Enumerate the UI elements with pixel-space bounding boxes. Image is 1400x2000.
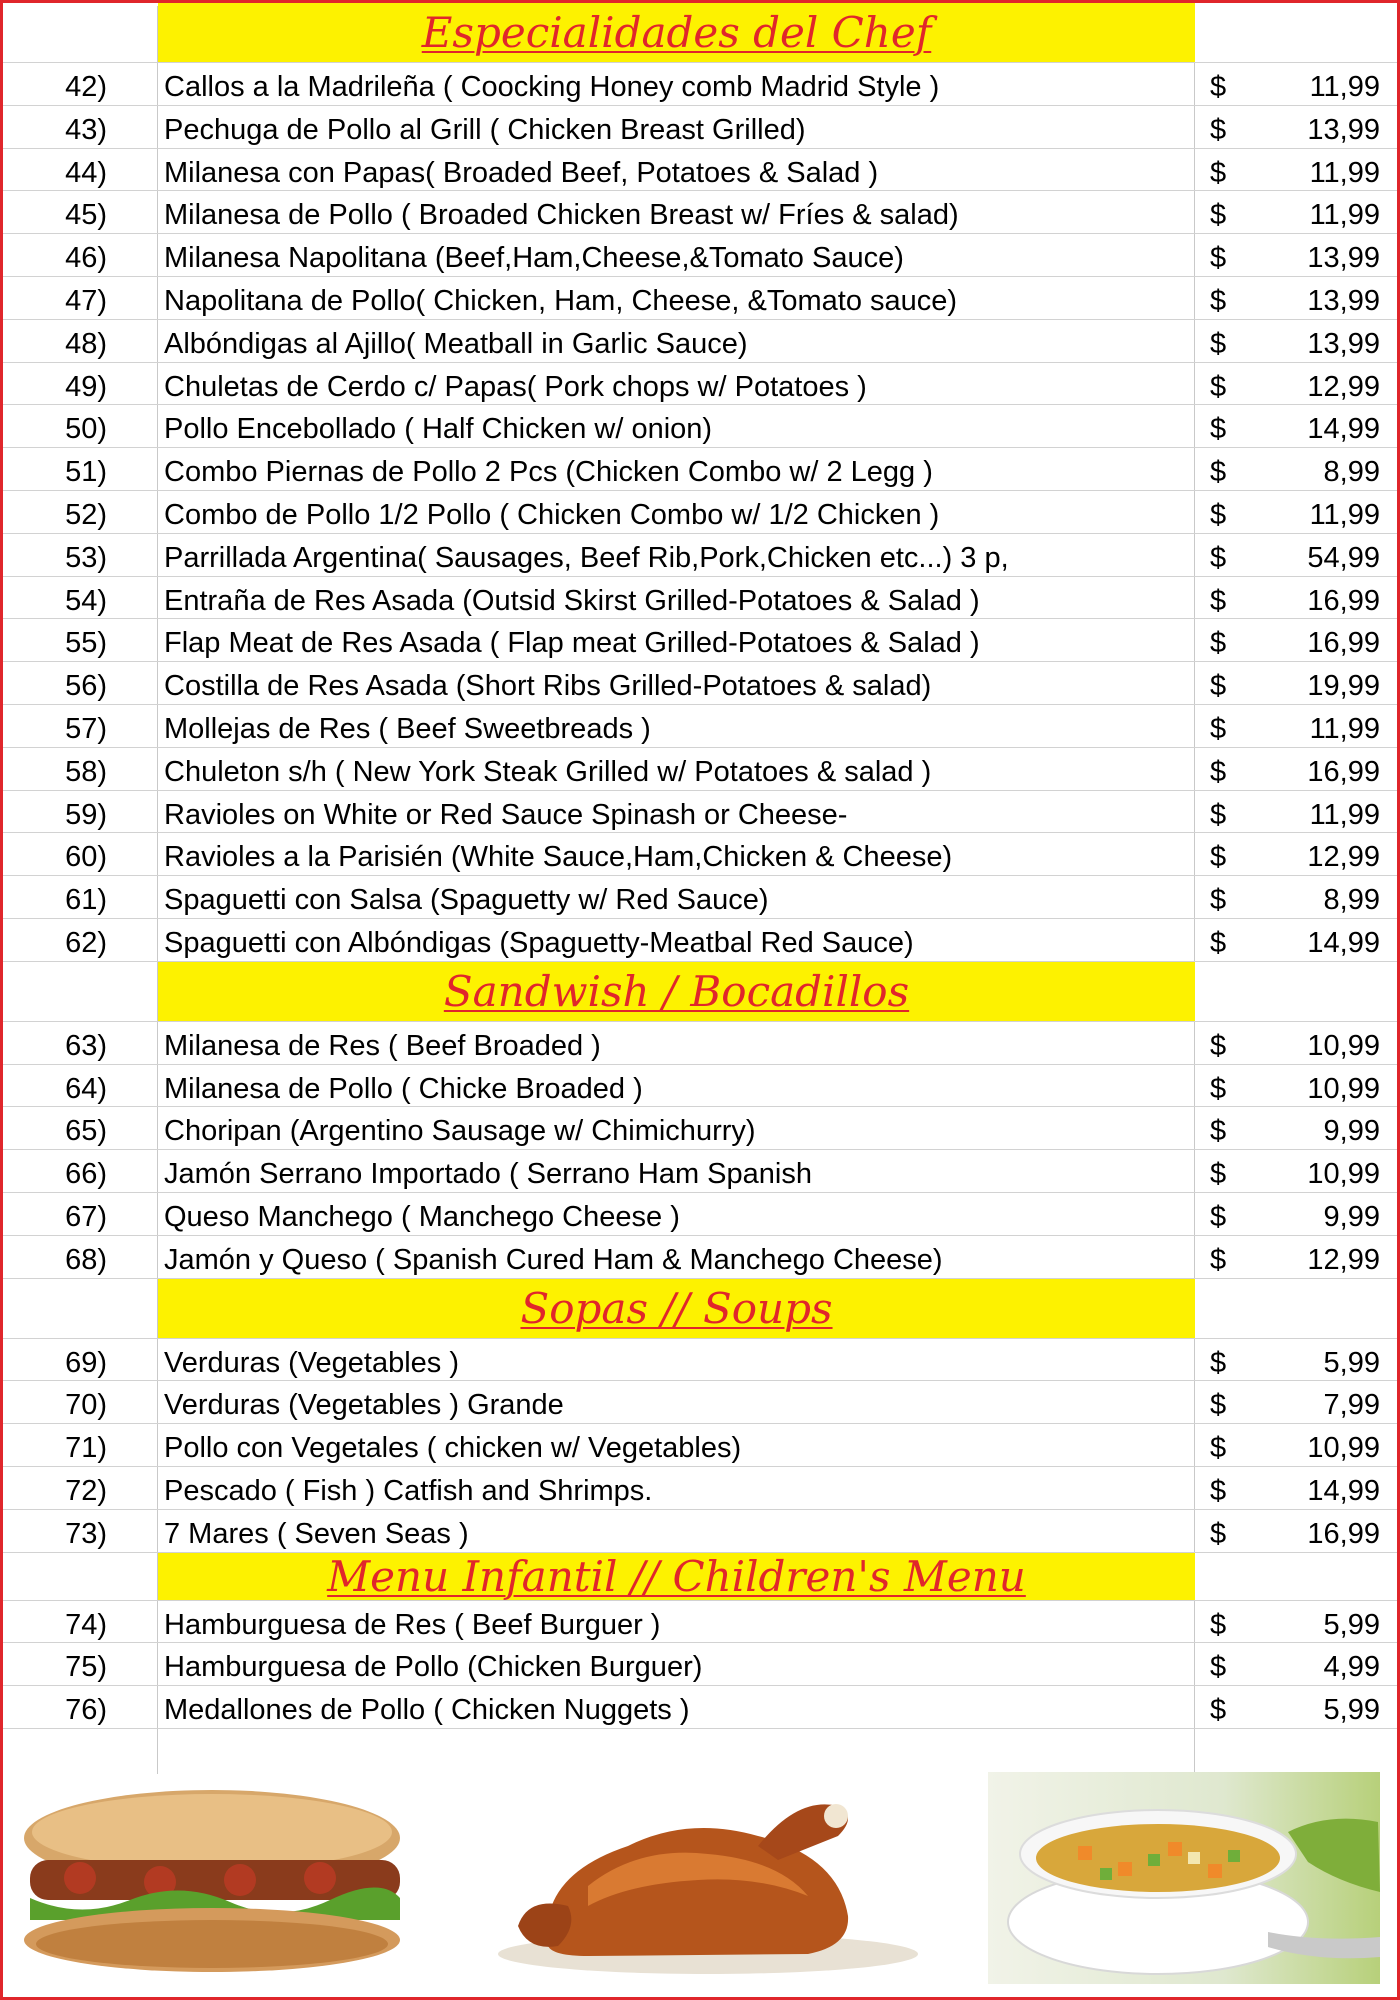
item-currency: $ <box>1210 1389 1227 1422</box>
item-number: 70) <box>65 1389 107 1422</box>
menu-item-row <box>3 1381 1397 1424</box>
menu-item-row <box>3 833 1397 876</box>
item-price: 5,99 <box>1323 1694 1380 1727</box>
item-price: 12,99 <box>1307 841 1380 874</box>
item-price: 10,99 <box>1307 1072 1380 1105</box>
item-name: Medallones de Pollo ( Chicken Nuggets ) <box>164 1694 690 1727</box>
item-price: 19,99 <box>1307 670 1380 703</box>
item-name: Verduras (Vegetables ) <box>164 1346 460 1379</box>
menu-item-row <box>3 791 1397 834</box>
vegetable-soup-photo <box>988 1772 1380 1984</box>
item-currency: $ <box>1210 541 1227 574</box>
item-number: 63) <box>65 1029 107 1062</box>
item-name: Chuleton s/h ( New York Steak Grilled w/ Potatoes & salad ) <box>164 755 932 788</box>
item-currency: $ <box>1210 242 1227 275</box>
item-name: Milanesa con Papas( Broaded Beef, Potatoes & Salad ) <box>164 156 879 189</box>
item-name: Mollejas de Res ( Beef Sweetbreads ) <box>164 712 651 745</box>
item-name: Parrillada Argentina( Sausages, Beef Rib,Pork,Chicken etc...) 3 p, <box>164 541 1009 574</box>
item-name: Hamburguesa de Res ( Beef Burguer ) <box>164 1608 661 1641</box>
menu-item-row <box>3 1601 1397 1644</box>
item-currency: $ <box>1210 413 1227 446</box>
menu-item-row <box>3 1686 1397 1729</box>
item-name: Chuletas de Cerdo c/ Papas( Pork chops w/ Potatoes ) <box>164 370 867 403</box>
item-price: 12,99 <box>1307 370 1380 403</box>
item-currency: $ <box>1210 1029 1227 1062</box>
item-number: 68) <box>65 1243 107 1276</box>
item-price: 14,99 <box>1307 1474 1380 1507</box>
item-name: Spaguetti con Salsa (Spaguetty w/ Red Sauce) <box>164 884 769 917</box>
item-name: Costilla de Res Asada (Short Ribs Grilled-Potatoes & salad) <box>164 670 932 703</box>
item-name: Combo Piernas de Pollo 2 Pcs (Chicken Combo w/ 2 Legg ) <box>164 456 933 489</box>
item-number: 44) <box>65 156 107 189</box>
section-header-band <box>158 962 1195 1021</box>
item-price: 11,99 <box>1309 199 1380 232</box>
item-number: 62) <box>65 926 107 959</box>
item-number: 45) <box>65 199 107 232</box>
item-price: 14,99 <box>1307 926 1380 959</box>
item-name: Pescado ( Fish ) Catfish and Shrimps. <box>164 1474 653 1507</box>
item-name: Ravioles a la Parisién (White Sauce,Ham,Chicken & Cheese) <box>164 841 953 874</box>
menu-item-row <box>3 1643 1397 1686</box>
item-number: 72) <box>65 1474 107 1507</box>
menu-item-row <box>3 363 1397 406</box>
item-price: 9,99 <box>1323 1115 1380 1148</box>
item-price: 4,99 <box>1323 1651 1380 1684</box>
item-name: Queso Manchego ( Manchego Cheese ) <box>164 1200 680 1233</box>
item-number: 66) <box>65 1158 107 1191</box>
menu-item-row <box>3 1510 1397 1553</box>
menu-item-row <box>3 1193 1397 1236</box>
menu-item-row <box>3 448 1397 491</box>
roast-chicken-icon <box>458 1776 922 1974</box>
item-number: 54) <box>65 584 107 617</box>
choripan-sandwich-icon <box>20 1780 404 1976</box>
item-name: Jamón Serrano Importado ( Serrano Ham Spanish <box>164 1158 812 1191</box>
item-name: Pechuga de Pollo al Grill ( Chicken Breast Grilled) <box>164 113 806 146</box>
item-name: 7 Mares ( Seven Seas ) <box>164 1517 469 1550</box>
section-header <box>3 1553 1397 1601</box>
item-name: Jamón y Queso ( Spanish Cured Ham & Manchego Cheese) <box>164 1243 943 1276</box>
menu-item-row <box>3 149 1397 192</box>
item-currency: $ <box>1210 1608 1227 1641</box>
item-currency: $ <box>1210 755 1227 788</box>
item-number: 65) <box>65 1115 107 1148</box>
item-number: 46) <box>65 242 107 275</box>
item-currency: $ <box>1210 1243 1227 1276</box>
item-currency: $ <box>1210 1432 1227 1465</box>
item-currency: $ <box>1210 926 1227 959</box>
item-number: 51) <box>65 456 107 489</box>
menu-item-row <box>3 491 1397 534</box>
item-number: 64) <box>65 1072 107 1105</box>
item-name: Napolitana de Pollo( Chicken, Ham, Cheese, &Tomato sauce) <box>164 284 958 317</box>
menu-item-row <box>3 1107 1397 1150</box>
item-name: Choripan (Argentino Sausage w/ Chimichurry) <box>164 1115 756 1148</box>
item-currency: $ <box>1210 156 1227 189</box>
item-number: 53) <box>65 541 107 574</box>
item-price: 11,99 <box>1309 156 1380 189</box>
item-currency: $ <box>1210 199 1227 232</box>
item-currency: $ <box>1210 327 1227 360</box>
item-name: Albóndigas al Ajillo( Meatball in Garlic Sauce) <box>164 327 748 360</box>
item-name: Callos a la Madrileña ( Coocking Honey comb Madrid Style ) <box>164 71 940 103</box>
menu-table <box>3 3 1397 1759</box>
section-header <box>3 962 1397 1022</box>
item-currency: $ <box>1210 71 1227 103</box>
item-price: 12,99 <box>1307 1243 1380 1276</box>
item-name: Pollo Encebollado ( Half Chicken w/ onion) <box>164 413 713 446</box>
item-price: 13,99 <box>1307 284 1380 317</box>
item-name: Milanesa de Pollo ( Chicke Broaded ) <box>164 1072 643 1105</box>
item-currency: $ <box>1210 1346 1227 1379</box>
item-currency: $ <box>1210 712 1227 745</box>
section-header-band <box>158 3 1195 62</box>
item-currency: $ <box>1210 1115 1227 1148</box>
item-number: 59) <box>65 798 107 831</box>
item-price: 9,99 <box>1323 1200 1380 1233</box>
item-number: 61) <box>65 884 107 917</box>
item-price: 13,99 <box>1307 113 1380 146</box>
item-price: 11,99 <box>1309 498 1380 531</box>
menu-item-row <box>3 919 1397 962</box>
item-price: 5,99 <box>1323 1608 1380 1641</box>
item-name: Verduras (Vegetables ) Grande <box>164 1389 564 1422</box>
item-currency: $ <box>1210 370 1227 403</box>
menu-item-row <box>3 662 1397 705</box>
menu-item-row <box>3 534 1397 577</box>
item-name: Ravioles on White or Red Sauce Spinash or Cheese- <box>164 798 848 831</box>
menu-item-row <box>3 619 1397 662</box>
menu-item-row <box>3 1065 1397 1108</box>
menu-item-row <box>3 277 1397 320</box>
item-name: Milanesa de Pollo ( Broaded Chicken Breast w/ Fríes & salad) <box>164 199 959 232</box>
item-price: 8,99 <box>1323 884 1380 917</box>
item-number: 74) <box>65 1608 107 1641</box>
item-price: 10,99 <box>1307 1158 1380 1191</box>
section-header <box>3 1279 1397 1339</box>
section-title: Menu Infantil // Children's Menu <box>327 1551 1026 1601</box>
item-number: 48) <box>65 327 107 360</box>
item-price: 5,99 <box>1323 1346 1380 1379</box>
item-number: 57) <box>65 712 107 745</box>
item-number: 47) <box>65 284 107 317</box>
item-price: 16,99 <box>1307 584 1380 617</box>
menu-item-row <box>3 234 1397 277</box>
item-number: 49) <box>65 370 107 403</box>
item-price: 16,99 <box>1307 755 1380 788</box>
menu-item-row <box>3 1236 1397 1279</box>
item-price: 10,99 <box>1307 1029 1380 1062</box>
item-currency: $ <box>1210 1158 1227 1191</box>
item-price: 16,99 <box>1307 1517 1380 1550</box>
menu-item-row <box>3 1339 1397 1382</box>
item-number: 75) <box>65 1651 107 1684</box>
item-price: 16,99 <box>1307 627 1380 660</box>
item-number: 55) <box>65 627 107 660</box>
menu-item-row <box>3 106 1397 149</box>
item-number: 60) <box>65 841 107 874</box>
menu-item-row <box>3 577 1397 620</box>
item-currency: $ <box>1210 1072 1227 1105</box>
section-title: Especialidades del Chef <box>421 8 932 57</box>
choripan-sandwich-photo <box>20 1780 404 1976</box>
item-currency: $ <box>1210 841 1227 874</box>
menu-item-row <box>3 1150 1397 1193</box>
menu-item-row <box>3 876 1397 919</box>
item-currency: $ <box>1210 498 1227 531</box>
item-name: Hamburguesa de Pollo (Chicken Burguer) <box>164 1651 703 1684</box>
item-price: 14,99 <box>1307 413 1380 446</box>
item-currency: $ <box>1210 798 1227 831</box>
item-currency: $ <box>1210 670 1227 703</box>
item-price: 7,99 <box>1323 1389 1380 1422</box>
item-price: 13,99 <box>1307 242 1380 275</box>
item-number: 58) <box>65 755 107 788</box>
section-title: Sopas // Soups <box>520 1283 833 1333</box>
item-number: 71) <box>65 1432 107 1465</box>
item-name: Spaguetti con Albóndigas (Spaguetty-Meatbal Red Sauce) <box>164 926 914 959</box>
item-number: 76) <box>65 1694 107 1727</box>
item-number: 52) <box>65 498 107 531</box>
menu-item-row <box>3 1467 1397 1510</box>
item-currency: $ <box>1210 1517 1227 1550</box>
item-price: 11,99 <box>1309 71 1380 103</box>
menu-item-row <box>3 63 1397 106</box>
item-name: Flap Meat de Res Asada ( Flap meat Grilled-Potatoes & Salad ) <box>164 627 980 660</box>
item-currency: $ <box>1210 284 1227 317</box>
item-name: Combo de Pollo 1/2 Pollo ( Chicken Combo w/ 1/2 Chicken ) <box>164 498 940 531</box>
menu-item-row <box>3 705 1397 748</box>
item-name: Milanesa Napolitana (Beef,Ham,Cheese,&Tomato Sauce) <box>164 242 904 275</box>
roast-chicken-photo <box>458 1776 922 1974</box>
item-currency: $ <box>1210 627 1227 660</box>
item-number: 73) <box>65 1517 107 1550</box>
menu-item-row <box>3 748 1397 791</box>
item-name: Entraña de Res Asada (Outsid Skirst Grilled-Potatoes & Salad ) <box>164 584 980 617</box>
item-name: Pollo con Vegetales ( chicken w/ Vegetables) <box>164 1432 742 1465</box>
item-number: 69) <box>65 1346 107 1379</box>
item-price: 11,99 <box>1309 798 1380 831</box>
item-currency: $ <box>1210 884 1227 917</box>
item-currency: $ <box>1210 584 1227 617</box>
menu-item-row <box>3 405 1397 448</box>
item-price: 54,99 <box>1307 541 1380 574</box>
item-currency: $ <box>1210 1651 1227 1684</box>
item-price: 8,99 <box>1323 456 1380 489</box>
item-currency: $ <box>1210 456 1227 489</box>
menu-item-row <box>3 191 1397 234</box>
item-number: 56) <box>65 670 107 703</box>
item-number: 43) <box>65 113 107 146</box>
section-header-band <box>158 1553 1195 1600</box>
item-number: 42) <box>65 71 107 103</box>
section-header <box>3 3 1397 63</box>
item-name: Milanesa de Res ( Beef Broaded ) <box>164 1029 601 1062</box>
item-currency: $ <box>1210 1694 1227 1727</box>
section-title: Sandwish / Bocadillos <box>443 966 910 1016</box>
item-price: 13,99 <box>1307 327 1380 360</box>
item-number: 50) <box>65 413 107 446</box>
item-currency: $ <box>1210 113 1227 146</box>
vegetable-soup-icon <box>988 1772 1380 1984</box>
item-currency: $ <box>1210 1474 1227 1507</box>
menu-item-row <box>3 320 1397 363</box>
item-price: 10,99 <box>1307 1432 1380 1465</box>
item-currency: $ <box>1210 1200 1227 1233</box>
table-end-row <box>3 1729 1397 1759</box>
menu-item-row <box>3 1424 1397 1467</box>
section-header-band <box>158 1279 1195 1338</box>
item-number: 67) <box>65 1200 107 1233</box>
menu-item-row <box>3 1022 1397 1065</box>
item-price: 11,99 <box>1309 712 1380 745</box>
